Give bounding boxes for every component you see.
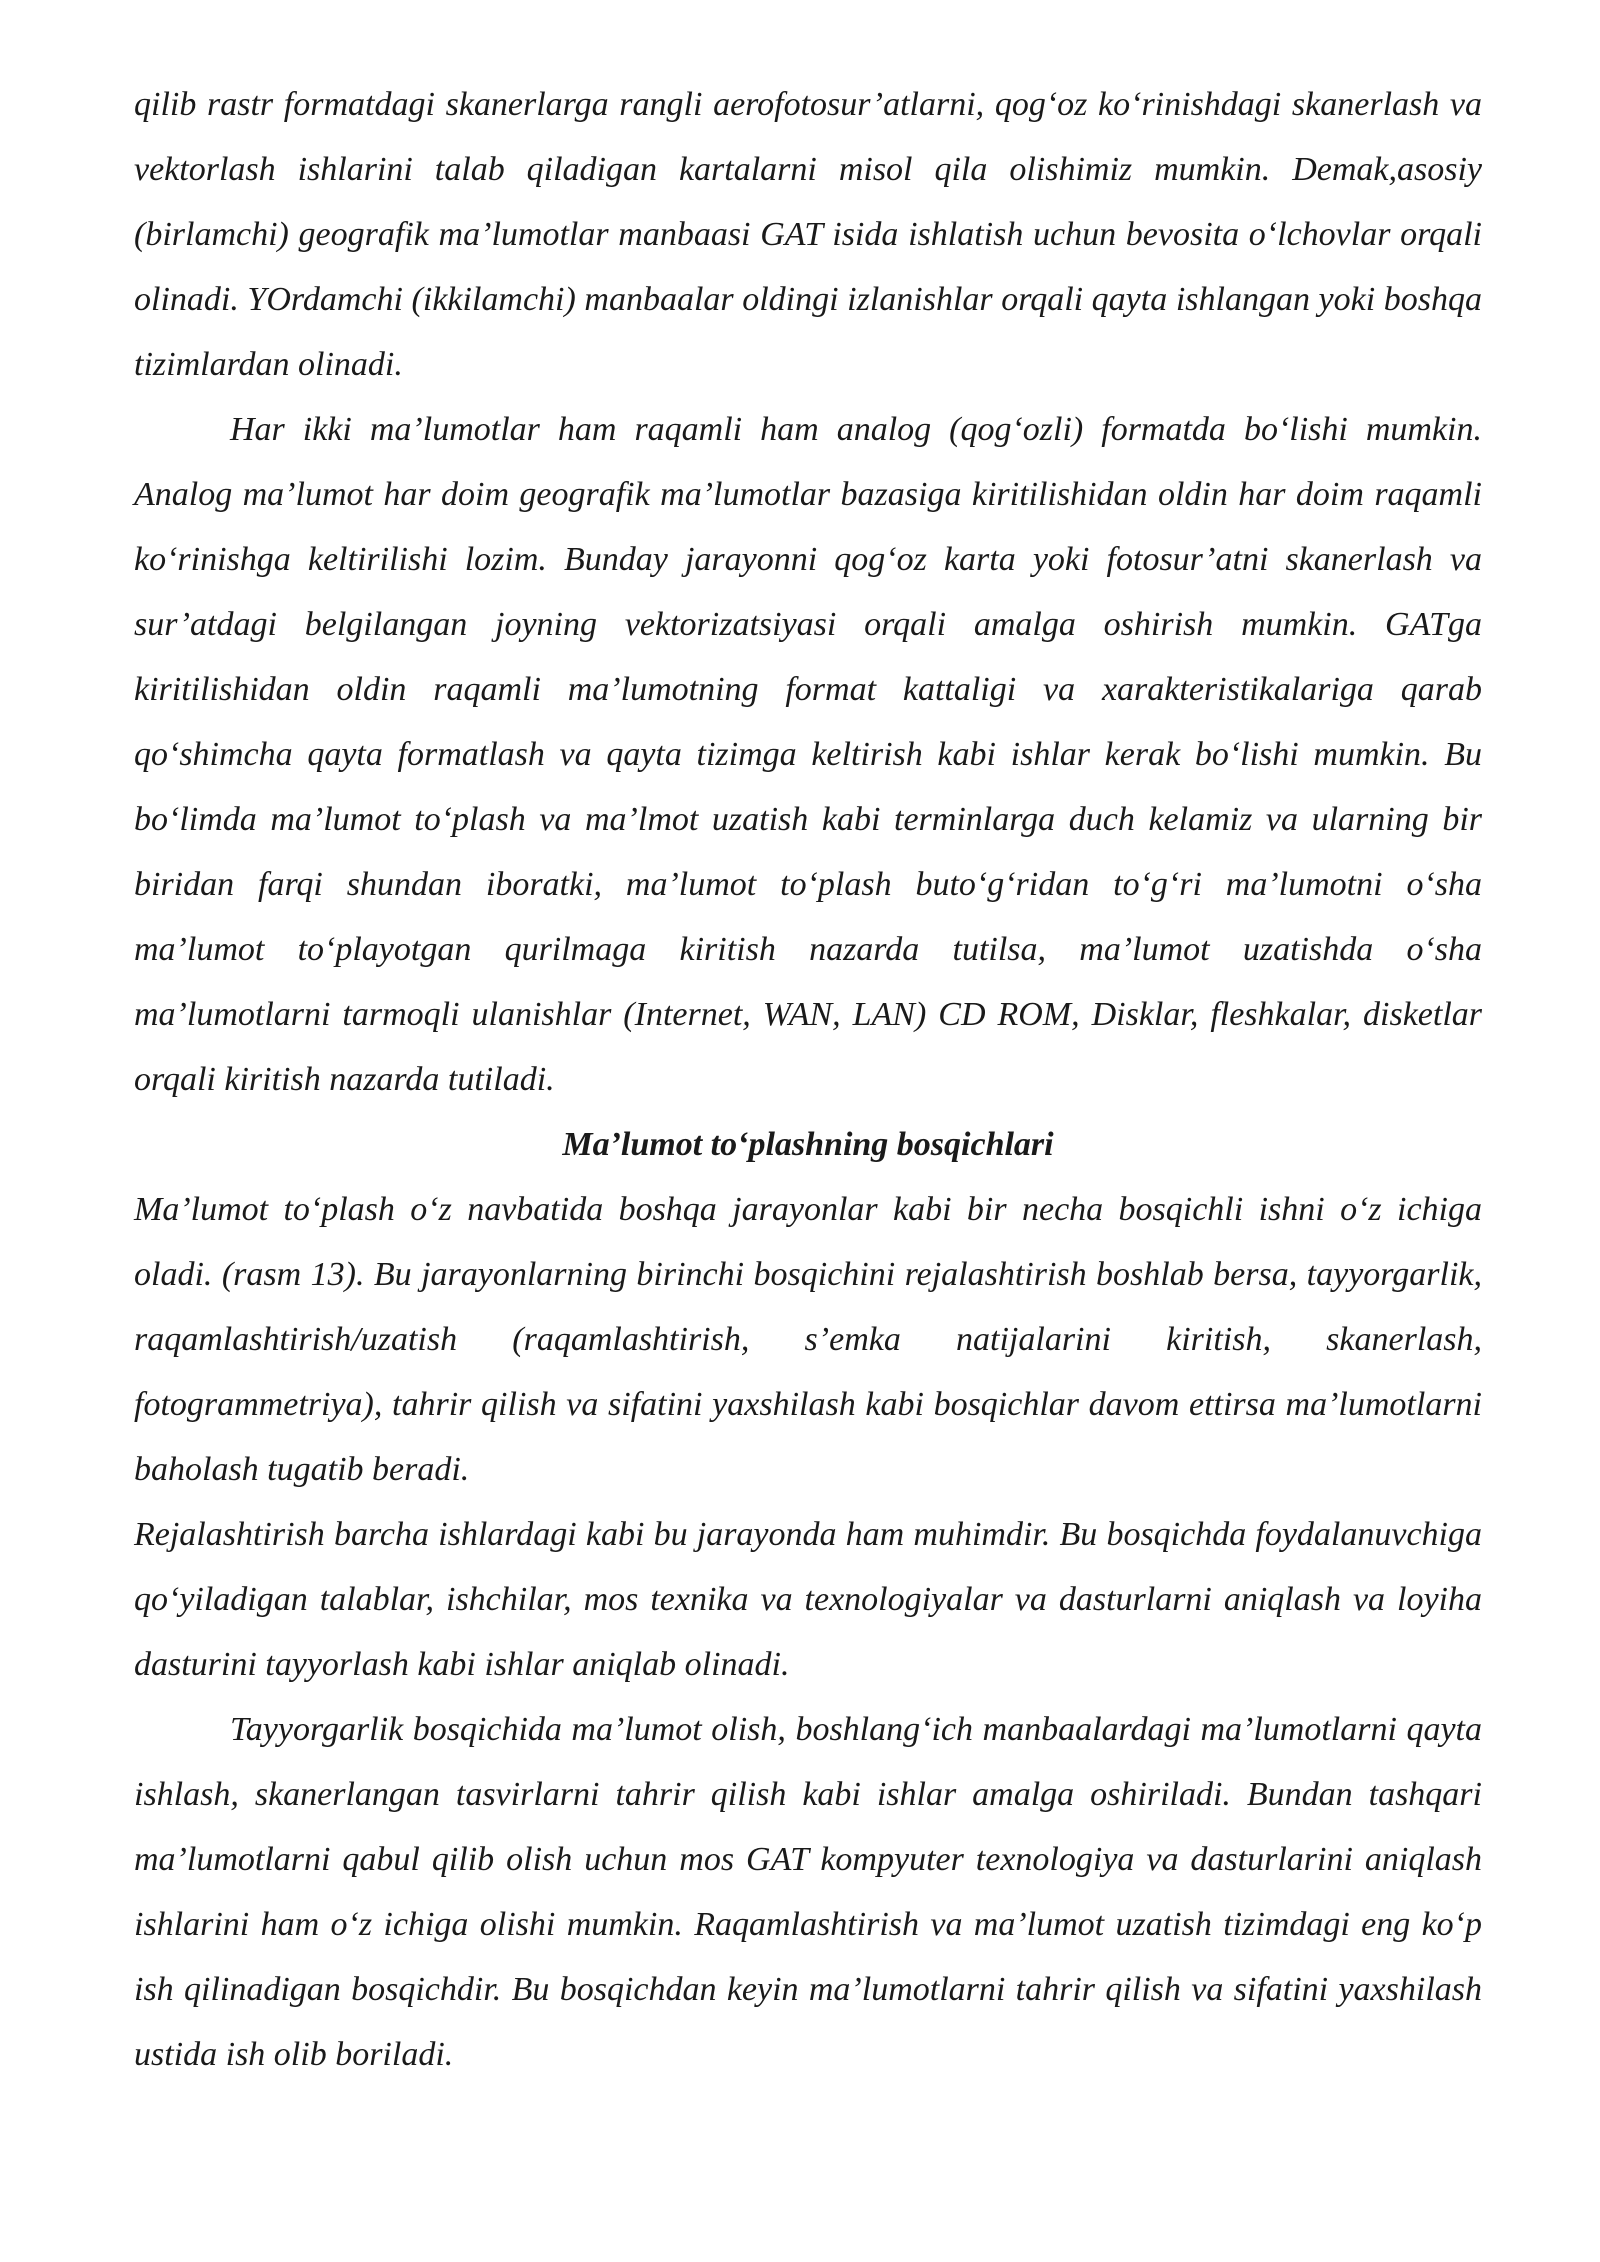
document-page xyxy=(134,72,1482,2087)
paragraph-5: Tayyorgarlik bosqichida ma’lumot olish, boshlang‘ich manbaalardagi ma’lumotlarni qayta ishlash, skanerlangan tasvirlarni tahrir qilish kabi ishlar amalga oshiriladi. Bundan tashqari ma’lumotlarni qabul qilib olish uchun mos GAT kompyuter texnologiya va dasturlarini aniqlash ishlarini ham o‘z ichiga olishi mumkin. Raqamlashtirish va ma’lumot uzatish tizimdagi eng ko‘p ish qilinadigan bosqichdir. Bu bosqichdan keyin ma’lumotlarni tahrir qilish va sifatini yaxshilash ustida ish olib boriladi. xyxy=(134,1711,1482,2073)
paragraph-3: Ma’lumot to‘plash o‘z navbatida boshqa jarayonlar kabi bir necha bosqichli ishni o‘z ichiga oladi. (rasm 13). Bu jarayonlarning birinchi bosqichini rejalashtirish boshlab bersa, tayyorgarlik, raqamlashtirish/uzatish (raqamlashtirish, s’emka natijalarini kiritish, skanerlash, fotogrammetriya), tahrir qilish va sifatini yaxshilash kabi bosqichlar davom ettirsa ma’lumotlarni baholash tugatib beradi. xyxy=(134,1191,1482,1488)
paragraph-2: Har ikki ma’lumotlar ham raqamli ham analog (qog‘ozli) formatda bo‘lishi mumkin. Analog ma’lumot har doim geografik ma’lumotlar bazasiga kiritilishidan oldin har doim raqamli ko‘rinishga keltirilishi lozim. Bunday jarayonni qog‘oz karta yoki fotosur’atni skanerlash va sur’atdagi belgilangan joyning vektorizatsiyasi orqali amalga oshirish mumkin. GATga kiritilishidan oldin raqamli ma’lumotning format kattaligi va xarakteristikalariga qarab qo‘shimcha qayta formatlash va qayta tizimga keltirish kabi ishlar kerak bo‘lishi mumkin. Bu bo‘limda ma’lumot to‘plash va ma’lmot uzatish kabi terminlarga duch kelamiz va ularning bir biridan farqi shundan iboratki, ma’lumot to‘plash buto‘g‘ridan to‘g‘ri ma’lumotni o‘sha ma’lumot to‘playotgan qurilmaga kiritish nazarda tutilsa, ma’lumot uzatishda o‘sha ma’lumotlarni tarmoqli ulanishlar (Internet, WAN, LAN) CD ROM, Disklar, fleshkalar, disketlar orqali kiritish nazarda tutiladi. xyxy=(134,411,1482,1098)
section-heading: Ma’lumot to‘plashning bosqichlari xyxy=(562,1126,1054,1163)
paragraph-4: Rejalashtirish barcha ishlardagi kabi bu jarayonda ham muhimdir. Bu bosqichda foydalanuvchiga qo‘yiladigan talablar, ishchilar, mos texnika va texnologiyalar va dasturlarni aniqlash va loyiha dasturini tayyorlash kabi ishlar aniqlab olinadi. xyxy=(134,1516,1482,1683)
paragraph-1: qilib rastr formatdagi skanerlarga rangli aerofotosur’atlarni, qog‘oz ko‘rinishdagi skanerlash va vektorlash ishlarini talab qiladigan kartalarni misol qila olishimiz mumkin. Demak,asosiy (birlamchi) geografik ma’lumotlar manbaasi GAT isida ishlatish uchun bevosita o‘lchovlar orqali olinadi. YOrdamchi (ikkilamchi) manbaalar oldingi izlanishlar orqali qayta ishlangan yoki boshqa tizimlardan olinadi. xyxy=(134,86,1482,383)
